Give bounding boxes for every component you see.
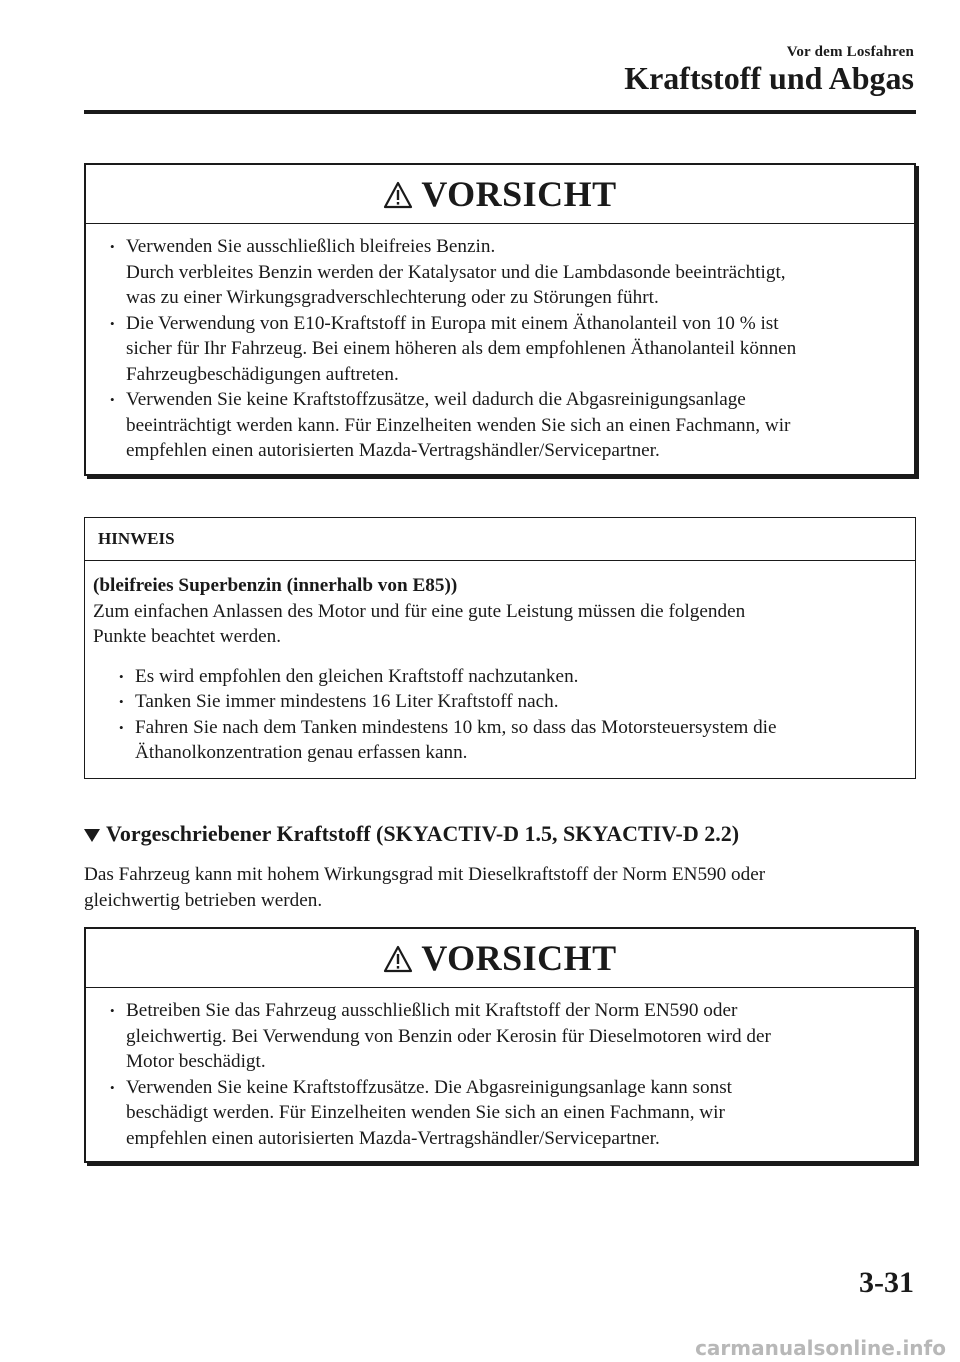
caution-item — [112, 234, 908, 311]
caution-body — [86, 988, 914, 1161]
caution-item-line: Fahrzeugbeschädigungen auftreten. — [126, 363, 399, 385]
note-list — [93, 650, 907, 766]
caution-body — [86, 224, 914, 474]
caution-item-line: • Verwenden Sie ausschließlich bleifreies Benzin. — [126, 236, 496, 257]
note-intro-line: Punkte beachtet werden. — [93, 626, 282, 647]
section-paragraph-line: gleichwertig betrieben werden. — [84, 890, 323, 911]
section-heading — [84, 821, 739, 847]
caution-item-line: empfehlen einen autorisierten Mazda-Vertragshändler/Servicepartner. — [126, 440, 660, 461]
caution-item-line: gleichwertig. Bei Verwendung von Benzin oder Kerosin für Dieselmotoren wird der — [126, 1025, 771, 1047]
watermark: carmanualsonline.info — [695, 1336, 946, 1360]
note-subheading: (bleifreies Superbenzin (innerhalb von E85)) — [93, 575, 458, 596]
section-triangle-icon — [84, 829, 100, 842]
note-item — [121, 715, 907, 766]
caution-header — [86, 929, 914, 988]
section-paragraph — [84, 862, 914, 914]
caution-title: VORSICHT — [421, 174, 617, 214]
caution-item-line: • Betreiben Sie das Fahrzeug ausschließlich mit Kraftstoff der Norm EN590 oder — [126, 1000, 738, 1021]
section-heading-text: Vorgeschriebener Kraftstoff (SKYACTIV-D 1.5, SKYACTIV-D 2.2) — [106, 821, 740, 846]
caution-item-line: • Verwenden Sie keine Kraftstoffzusätze, weil dadurch die Abgasreinigungsanlage — [126, 389, 746, 410]
note-label: HINWEIS — [85, 518, 915, 561]
caution-item-line: empfehlen einen autorisierten Mazda-Vertragshändler/Servicepartner. — [126, 1127, 660, 1149]
caution-item-line: Motor beschädigt. — [126, 1051, 266, 1072]
note-body — [85, 561, 915, 766]
caution-item — [112, 1075, 908, 1152]
page-number: 3-31 — [859, 1266, 914, 1299]
caution-item-line: Durch verbleites Benzin werden der Katalysator und die Lambdasonde beeinträchtigt, — [126, 261, 786, 283]
running-header-title: Kraftstoff und Abgas — [624, 60, 914, 96]
caution-item — [112, 998, 908, 1075]
caution-item-line: beeinträchtigt werden kann. Für Einzelheiten wenden Sie sich an einen Fachmann, wir — [126, 414, 791, 436]
warning-triangle-icon — [383, 945, 413, 973]
warning-triangle-icon — [383, 181, 413, 209]
caution-item-line: • Verwenden Sie keine Kraftstoffzusätze. Die Abgasreinigungsanlage kann sonst — [126, 1076, 733, 1098]
caution-item — [112, 387, 908, 464]
note-item: • Tanken Sie immer mindestens 16 Liter Kraftstoff nach. — [121, 689, 907, 715]
caution-title: VORSICHT — [421, 938, 617, 978]
section-paragraph-line: Das Fahrzeug kann mit hohem Wirkungsgrad mit Dieselkraftstoff der Norm EN590 oder — [84, 864, 766, 885]
note-intro-line: Zum einfachen Anlassen des Motor und für eine gute Leistung müssen die folgenden — [93, 600, 746, 622]
caution-box — [84, 163, 916, 476]
caution-header — [86, 165, 914, 224]
caution-item-line: was zu einer Wirkungsgradverschlechterung oder zu Störungen führt. — [126, 287, 659, 308]
caution-box — [84, 927, 916, 1163]
header-rule — [84, 110, 916, 114]
caution-item-line: beschädigt werden. Für Einzelheiten wenden Sie sich an einen Fachmann, wir — [126, 1102, 725, 1123]
note-box — [84, 517, 916, 779]
note-item: • Es wird empfohlen den gleichen Kraftstoff nachzutanken. — [121, 664, 907, 690]
caution-item-line: • Die Verwendung von E10-Kraftstoff in Europa mit einem Äthanolanteil von 10 % ist — [126, 312, 779, 334]
note-item-line: • Fahren Sie nach dem Tanken mindestens 10 km, so dass das Motorsteuersystem die — [135, 716, 777, 738]
running-header-subtitle: Vor dem Losfahren — [786, 44, 914, 60]
caution-item-line: sicher für Ihr Fahrzeug. Bei einem höheren als dem empfohlenen Äthanolanteil können — [126, 338, 797, 359]
caution-item — [112, 311, 908, 388]
note-item-line: Äthanolkonzentration genau erfassen kann. — [135, 742, 468, 763]
